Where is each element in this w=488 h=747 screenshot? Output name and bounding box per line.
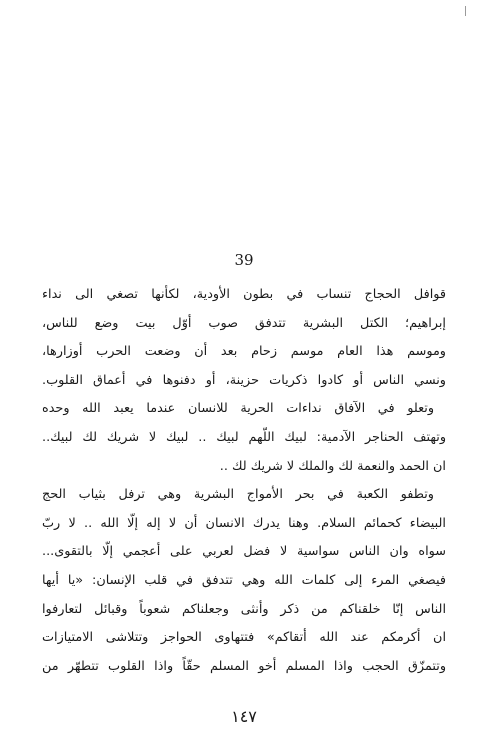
text-line: قوافل الحجاج تنساب في بطون الأودية، لكأنها تصغي الى نداء [42, 287, 446, 302]
text-line: وتهتف الحناجر الآدمية: لبيك اللّهم لبيك .. لبيك لا شريك لك لبيك.. [42, 429, 446, 445]
page-number-top: 39 [234, 251, 254, 269]
text-line: فيصغي المرء إلى كلمات الله وهي تتدفق في قلب الإنسان: «يا أيها [42, 572, 446, 588]
text-line: وموسم هذا العام موسم زحام بعد أن وضعت الحرب أوزارها، [42, 344, 446, 360]
text-line: وتتمزّق الحجب واذا المسلم أخو المسلم حقّاً واذا القلوب تتطهّر من [42, 658, 446, 674]
text-line: الناس إنّا خلقناكم من ذكر وأنثى وجعلناكم شعوباً وقبائل لتعارفوا [42, 601, 446, 617]
text-line: سواه وان الناس سواسية لا فضل لعربي على أعجمي إلّا بالتقوى... [42, 544, 446, 560]
text-line: ونسي الناس أو كادوا ذكريات حزينة، أو دفنوها في أعماق القلوب. [42, 372, 446, 388]
body-text [42, 281, 446, 681]
text-line: إبراهيم؛ الكتل البشرية تتدفق صوب أوّل بيت وضع للناس، [42, 315, 446, 331]
text-line: ان الحمد والنعمة لك والملك لا شريك لك .. [219, 458, 446, 474]
text-line: وتطفو الكعبة في بحر الأمواج البشرية وهي ترفل بثياب الحج [42, 487, 434, 503]
text-line: وتعلو في الآفاق نداءات الحرية للانسان عندما يعبد الله وحده [42, 401, 434, 417]
text-line: ان أكرمكم عند الله أتقاكم» فتتهاوى الحواجز وتتلاشى الامتيازات [42, 630, 446, 646]
page-number-bottom: ١٤٧ [231, 707, 257, 726]
corner-mark [465, 6, 466, 16]
text-line: البيضاء كحمائم السلام. وهنا يدرك الانسان أن لا إله إلّا الله .. لا ربّ [42, 515, 446, 531]
